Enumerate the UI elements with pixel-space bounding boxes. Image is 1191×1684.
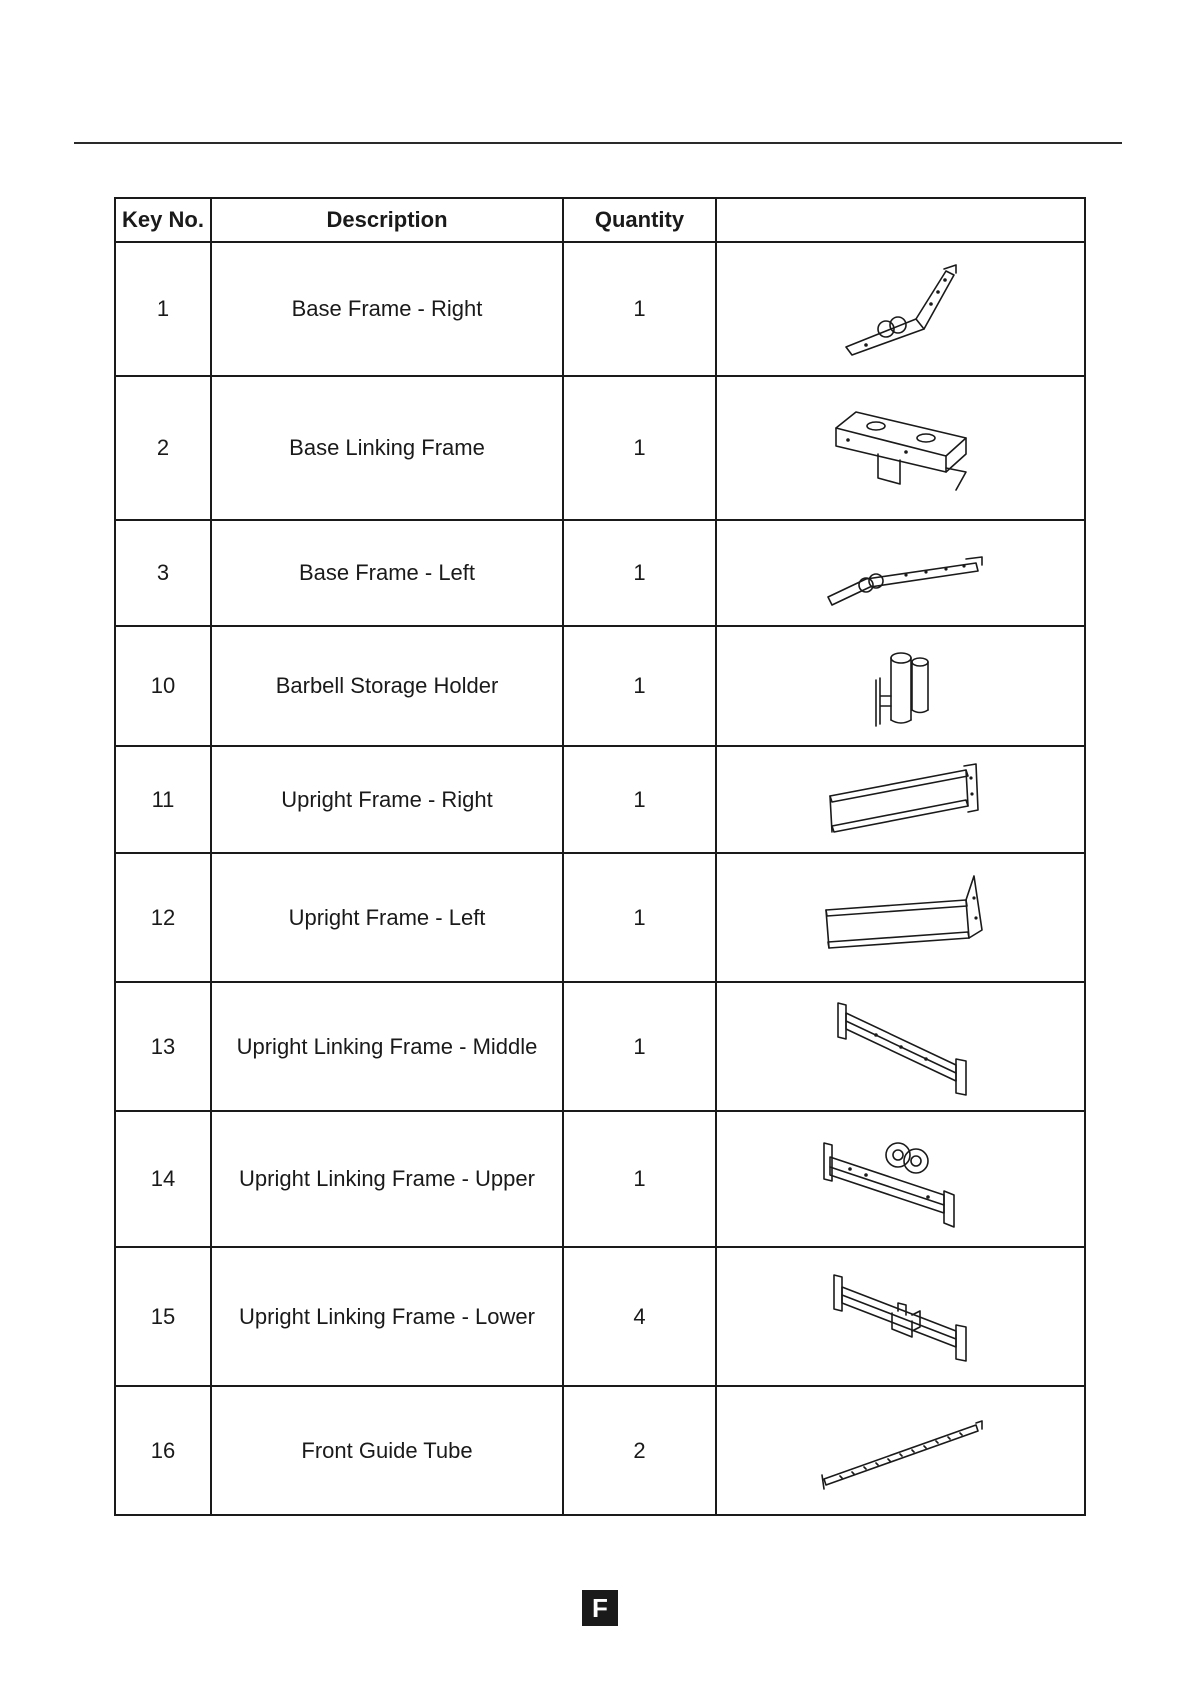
description-cell: Upright Frame - Left (211, 853, 563, 982)
table-row (115, 853, 1085, 982)
quantity-cell: 1 (563, 746, 716, 853)
table-row (115, 1111, 1085, 1247)
header-description: Description (211, 198, 563, 242)
quantity-cell: 2 (563, 1386, 716, 1515)
upright-frame-right-illustration (816, 750, 986, 850)
upright-linking-frame-upper-illustration (816, 1129, 986, 1229)
description-cell: Upright Linking Frame - Middle (211, 982, 563, 1111)
image-cell (716, 746, 1085, 853)
key-number-cell: 14 (115, 1111, 211, 1247)
image-cell (716, 520, 1085, 626)
key-number-cell: 11 (115, 746, 211, 853)
key-number-cell: 10 (115, 626, 211, 746)
key-number-cell: 3 (115, 520, 211, 626)
base-frame-right-illustration (816, 259, 986, 359)
image-cell (716, 982, 1085, 1111)
table-row (115, 982, 1085, 1111)
key-number-cell: 1 (115, 242, 211, 376)
image-cell (716, 242, 1085, 376)
image-cell (716, 1247, 1085, 1386)
base-linking-frame-illustration (816, 398, 986, 498)
quantity-cell: 4 (563, 1247, 716, 1386)
upright-linking-frame-middle-illustration (816, 997, 986, 1097)
barbell-storage-holder-illustration (816, 636, 986, 736)
header-image (716, 198, 1085, 242)
quantity-cell: 1 (563, 376, 716, 520)
key-number-cell: 2 (115, 376, 211, 520)
image-cell (716, 626, 1085, 746)
brand-logo-letter: F (592, 1593, 608, 1623)
description-cell: Base Frame - Right (211, 242, 563, 376)
table-row (115, 376, 1085, 520)
table-row (115, 1386, 1085, 1515)
upright-frame-left-illustration (816, 868, 986, 968)
description-cell: Upright Linking Frame - Lower (211, 1247, 563, 1386)
quantity-cell: 1 (563, 520, 716, 626)
brand-logo-icon (582, 1590, 618, 1626)
quantity-cell: 1 (563, 982, 716, 1111)
image-cell (716, 1111, 1085, 1247)
table-row (115, 746, 1085, 853)
table-row (115, 520, 1085, 626)
parts-list-table (114, 197, 1086, 1516)
quantity-cell: 1 (563, 853, 716, 982)
table-row (115, 626, 1085, 746)
key-number-cell: 12 (115, 853, 211, 982)
quantity-cell: 1 (563, 626, 716, 746)
image-cell (716, 853, 1085, 982)
quantity-cell: 1 (563, 242, 716, 376)
description-cell: Upright Linking Frame - Upper (211, 1111, 563, 1247)
base-frame-left-illustration (816, 523, 986, 623)
header-key-no: Key No. (115, 198, 211, 242)
description-cell: Base Frame - Left (211, 520, 563, 626)
table-header-row (115, 198, 1085, 242)
key-number-cell: 13 (115, 982, 211, 1111)
description-cell: Upright Frame - Right (211, 746, 563, 853)
key-number-cell: 16 (115, 1386, 211, 1515)
front-guide-tube-illustration (816, 1401, 986, 1501)
quantity-cell: 1 (563, 1111, 716, 1247)
image-cell (716, 1386, 1085, 1515)
table-row (115, 242, 1085, 376)
header-divider (74, 142, 1122, 144)
image-cell (716, 376, 1085, 520)
key-number-cell: 15 (115, 1247, 211, 1386)
header-quantity: Quantity (563, 198, 716, 242)
upright-linking-frame-lower-illustration (816, 1267, 986, 1367)
description-cell: Front Guide Tube (211, 1386, 563, 1515)
table-row (115, 1247, 1085, 1386)
description-cell: Barbell Storage Holder (211, 626, 563, 746)
description-cell: Base Linking Frame (211, 376, 563, 520)
